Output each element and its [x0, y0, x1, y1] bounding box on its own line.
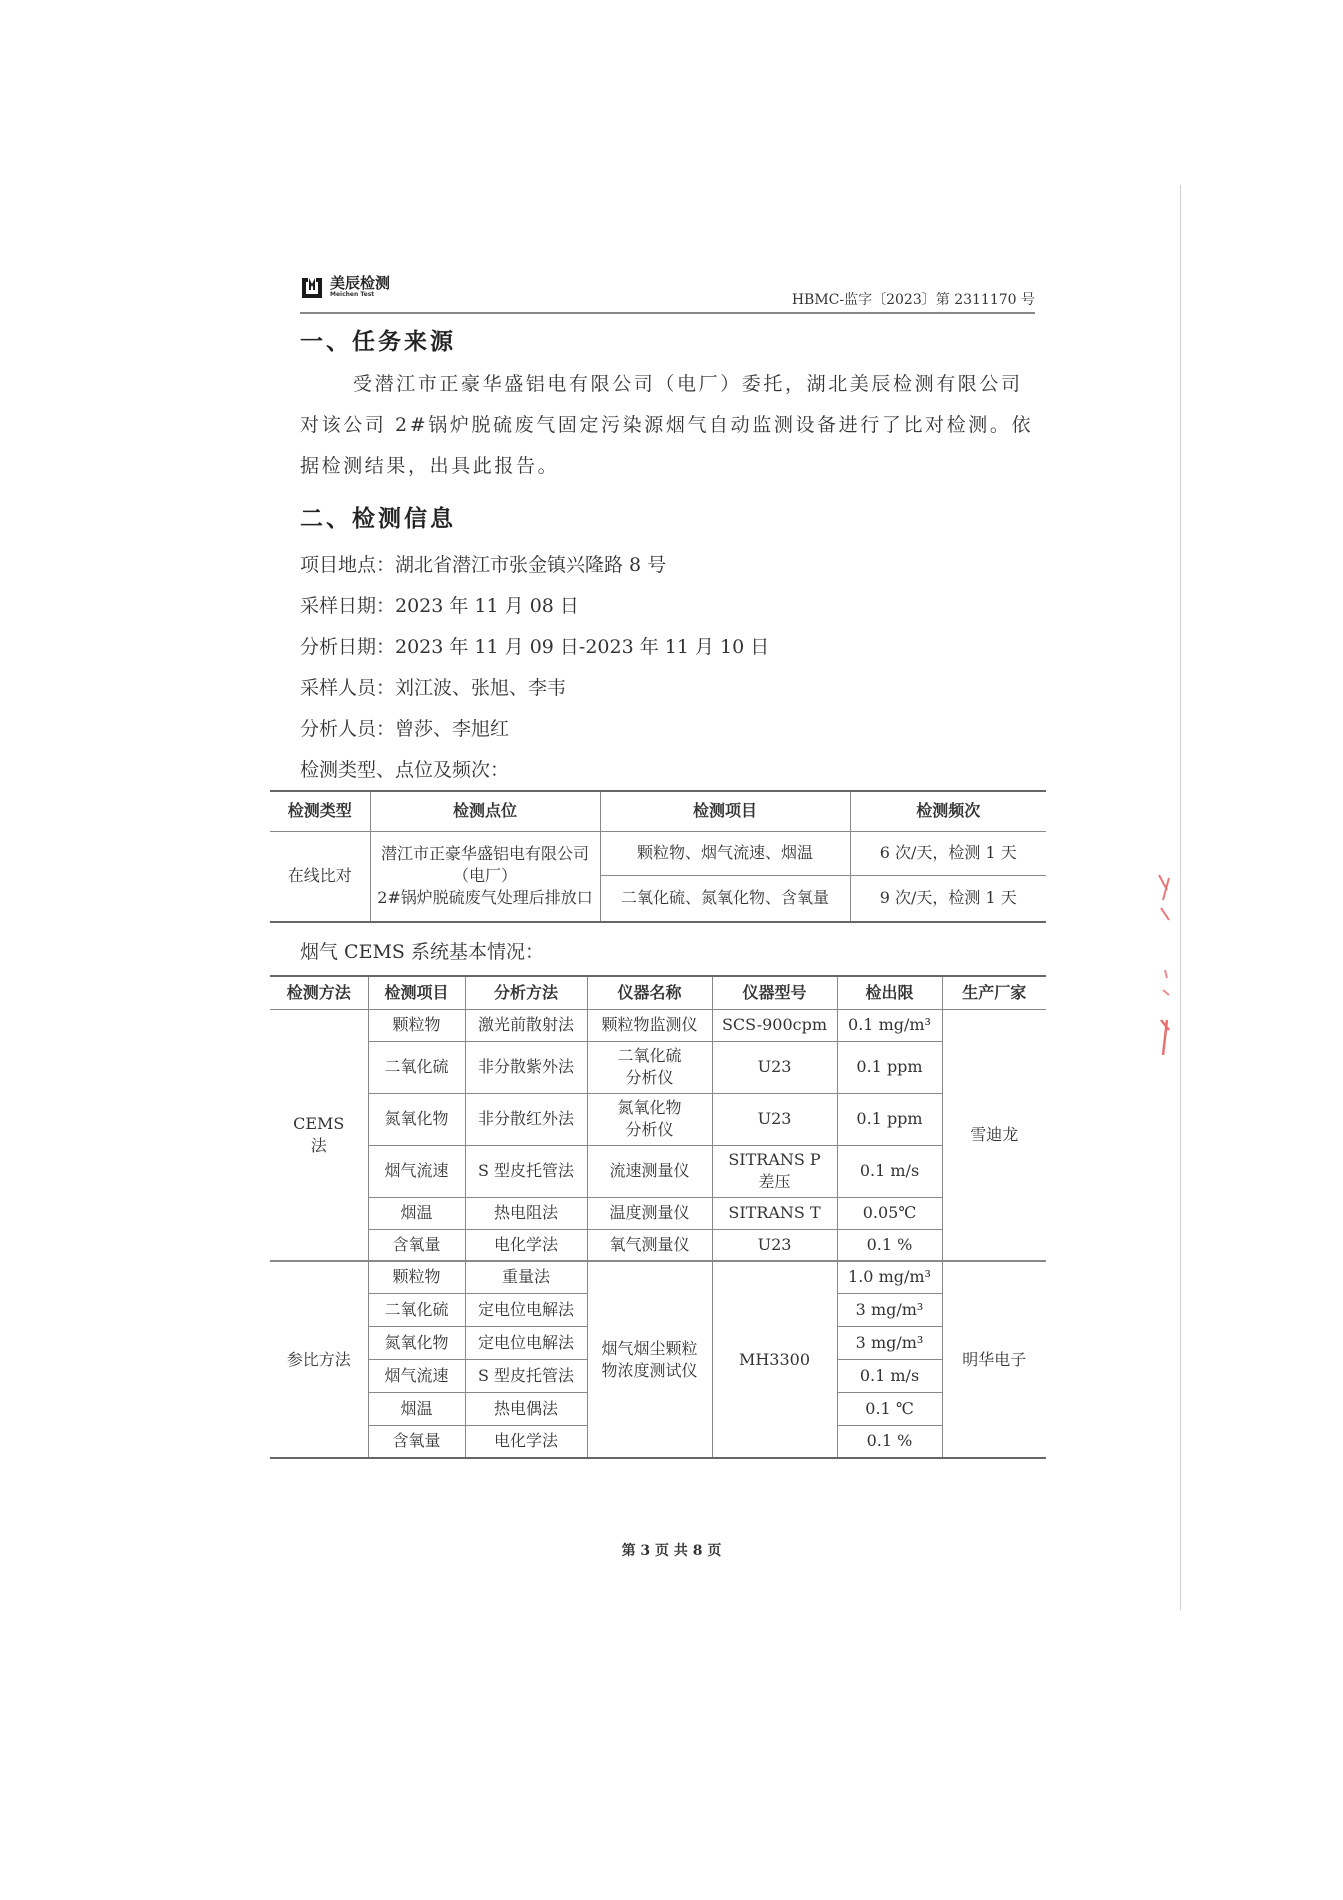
analysis-cell: 定电位电解法: [465, 1326, 587, 1359]
item-cell: 二氧化硫: [368, 1041, 465, 1093]
header-cell: 检测点位: [370, 791, 600, 831]
item-cell: 氮氧化物: [368, 1093, 465, 1145]
table-header-row: [270, 976, 1046, 1009]
header-cell: 检出限: [837, 976, 942, 1009]
detection-limit-cell: 0.1 m/s: [837, 1145, 942, 1197]
header-cell: 检测项目: [368, 976, 465, 1009]
seal-edge-mark: [1155, 870, 1175, 1060]
header-cell: 仪器名称: [587, 976, 712, 1009]
header-cell: 检测类型: [270, 791, 370, 831]
instrument-name-line: 烟气烟尘颗粒: [601, 1338, 698, 1358]
table-row: [270, 1197, 1046, 1229]
instrument-name-cell: [587, 1041, 712, 1093]
cems-method-line1: CEMS: [293, 1113, 345, 1133]
detection-limit-cell: 0.1 %: [837, 1425, 942, 1458]
reference-method-cell: 参比方法: [270, 1261, 368, 1458]
item-cell: 烟温: [368, 1392, 465, 1425]
item-cell: 颗粒物: [368, 1009, 465, 1041]
item-cell: 氮氧化物: [368, 1326, 465, 1359]
detection-limit-cell: 0.1 %: [837, 1229, 942, 1261]
instrument-name-cell: 颗粒物监测仪: [587, 1009, 712, 1041]
analysis-cell: S 型皮托管法: [465, 1145, 587, 1197]
detection-limit-cell: 0.1 ℃: [837, 1392, 942, 1425]
detection-limit-cell: 0.05℃: [837, 1197, 942, 1229]
page-header: [300, 272, 1035, 314]
item-cell: 含氧量: [368, 1229, 465, 1261]
detection-limit-cell: 0.1 ppm: [837, 1093, 942, 1145]
company-logo: [300, 274, 390, 300]
detection-limit-cell: 3 mg/m³: [837, 1293, 942, 1326]
logo-mark-icon: [300, 274, 324, 300]
instrument-name-cell: [587, 1261, 712, 1458]
test-frequency-cell: 6 次/天，检测 1 天: [850, 831, 1046, 875]
detection-limit-cell: 0.1 m/s: [837, 1359, 942, 1392]
instrument-model-line: SITRANS P: [728, 1150, 821, 1169]
cems-method-cell: [270, 1009, 368, 1261]
table-row: [270, 1261, 1046, 1293]
analysis-staff: 分析人员：曾莎、李旭红: [300, 718, 510, 740]
header-cell: 生产厂家: [942, 976, 1046, 1009]
instrument-model-cell: MH3300: [712, 1261, 837, 1458]
section-test-info-title: 二、检测信息: [300, 505, 456, 532]
instrument-model-cell: SITRANS T: [712, 1197, 837, 1229]
analysis-cell: 重量法: [465, 1261, 587, 1293]
instrument-name-cell: [587, 1093, 712, 1145]
test-point-cell: [370, 831, 600, 922]
table-row: [270, 1093, 1046, 1145]
manufacturer-cell: 雪迪龙: [942, 1009, 1046, 1261]
analysis-cell: 热电偶法: [465, 1392, 587, 1425]
test-item-cell: 二氧化硫、氮氧化物、含氧量: [600, 875, 850, 922]
analysis-cell: 定电位电解法: [465, 1293, 587, 1326]
item-cell: 烟气流速: [368, 1359, 465, 1392]
detection-limit-cell: 3 mg/m³: [837, 1326, 942, 1359]
test-point-outlet: 2#锅炉脱硫废气处理后排放口: [377, 888, 593, 908]
instrument-model-cell: U23: [712, 1093, 837, 1145]
detection-limit-cell: 0.1 mg/m³: [837, 1009, 942, 1041]
analysis-cell: 非分散红外法: [465, 1093, 587, 1145]
analysis-cell: 非分散紫外法: [465, 1041, 587, 1093]
instrument-name-line: 二氧化硫: [617, 1046, 682, 1065]
table-row: [270, 1145, 1046, 1197]
instrument-name-cell: 温度测量仪: [587, 1197, 712, 1229]
test-type-label: 检测类型、点位及频次：: [300, 759, 510, 781]
header-cell: 仪器型号: [712, 976, 837, 1009]
section-task-source-title: 一、任务来源: [300, 328, 456, 355]
item-cell: 烟气流速: [368, 1145, 465, 1197]
item-cell: 烟温: [368, 1197, 465, 1229]
item-cell: 颗粒物: [368, 1261, 465, 1293]
page-edge-line: [1180, 185, 1181, 1610]
item-cell: 二氧化硫: [368, 1293, 465, 1326]
test-type-cell: 在线比对: [270, 831, 370, 922]
test-type-table: [270, 790, 1046, 923]
analysis-cell: 热电阻法: [465, 1197, 587, 1229]
instrument-name-cell: 氧气测量仪: [587, 1229, 712, 1261]
instrument-model-cell: U23: [712, 1041, 837, 1093]
test-item-cell: 颗粒物、烟气流速、烟温: [600, 831, 850, 875]
instrument-model-cell: U23: [712, 1229, 837, 1261]
table-row: [270, 1229, 1046, 1261]
manufacturer-cell: 明华电子: [942, 1261, 1046, 1458]
document-number: HBMC-监字〔2023〕第 2311170 号: [791, 292, 1035, 308]
instrument-model-cell: [712, 1145, 837, 1197]
analysis-date: 分析日期：2023 年 11 月 09 日-2023 年 11 月 10 日: [300, 636, 770, 658]
table-header-row: [270, 791, 1046, 831]
test-frequency-cell: 9 次/天，检测 1 天: [850, 875, 1046, 922]
detection-limit-cell: 0.1 ppm: [837, 1041, 942, 1093]
section-task-source-body: 受潜江市正豪华盛铝电有限公司（电厂）委托，湖北美辰检测有限公司对该公司 2#锅炉脱硫废气固定污染源烟气自动监测设备进行了比对检测。依据检测结果，出具此报告。: [300, 373, 1034, 477]
table-row: [270, 1009, 1046, 1041]
cems-method-line2: 法: [310, 1135, 327, 1155]
test-point-company: 潜江市正豪华盛铝电有限公司（电厂）: [380, 844, 589, 886]
cems-info-label: 烟气 CEMS 系统基本情况：: [300, 941, 544, 963]
instrument-name-line: 物浓度测试仪: [601, 1360, 698, 1380]
detection-limit-cell: 1.0 mg/m³: [837, 1261, 942, 1293]
logo-english-name: Meichen Test: [330, 291, 375, 298]
table-row: [270, 831, 1046, 875]
instrument-name-line: 分析仪: [625, 1120, 674, 1139]
sampling-date: 采样日期：2023 年 11 月 08 日: [300, 595, 579, 617]
header-cell: 检测方法: [270, 976, 368, 1009]
instrument-name-line: 氮氧化物: [617, 1098, 682, 1117]
header-cell: 检测频次: [850, 791, 1046, 831]
analysis-cell: 电化学法: [465, 1425, 587, 1458]
sampling-staff: 采样人员：刘江波、张旭、李韦: [300, 677, 567, 699]
logo-chinese-name: 美辰检测: [330, 274, 391, 292]
analysis-cell: S 型皮托管法: [465, 1359, 587, 1392]
analysis-cell: 电化学法: [465, 1229, 587, 1261]
project-location: 项目地点：湖北省潜江市张金镇兴隆路 8 号: [300, 554, 667, 576]
instrument-model-line: 差压: [758, 1172, 791, 1191]
analysis-cell: 激光前散射法: [465, 1009, 587, 1041]
header-cell: 检测项目: [600, 791, 850, 831]
table-row: [270, 1041, 1046, 1093]
cems-table: [270, 975, 1046, 1459]
page-number: 第 3 页 共 8 页: [621, 1543, 722, 1559]
instrument-name-cell: 流速测量仪: [587, 1145, 712, 1197]
instrument-model-cell: SCS-900cpm: [712, 1009, 837, 1041]
header-cell: 分析方法: [465, 976, 587, 1009]
item-cell: 含氧量: [368, 1425, 465, 1458]
instrument-name-line: 分析仪: [625, 1068, 674, 1087]
